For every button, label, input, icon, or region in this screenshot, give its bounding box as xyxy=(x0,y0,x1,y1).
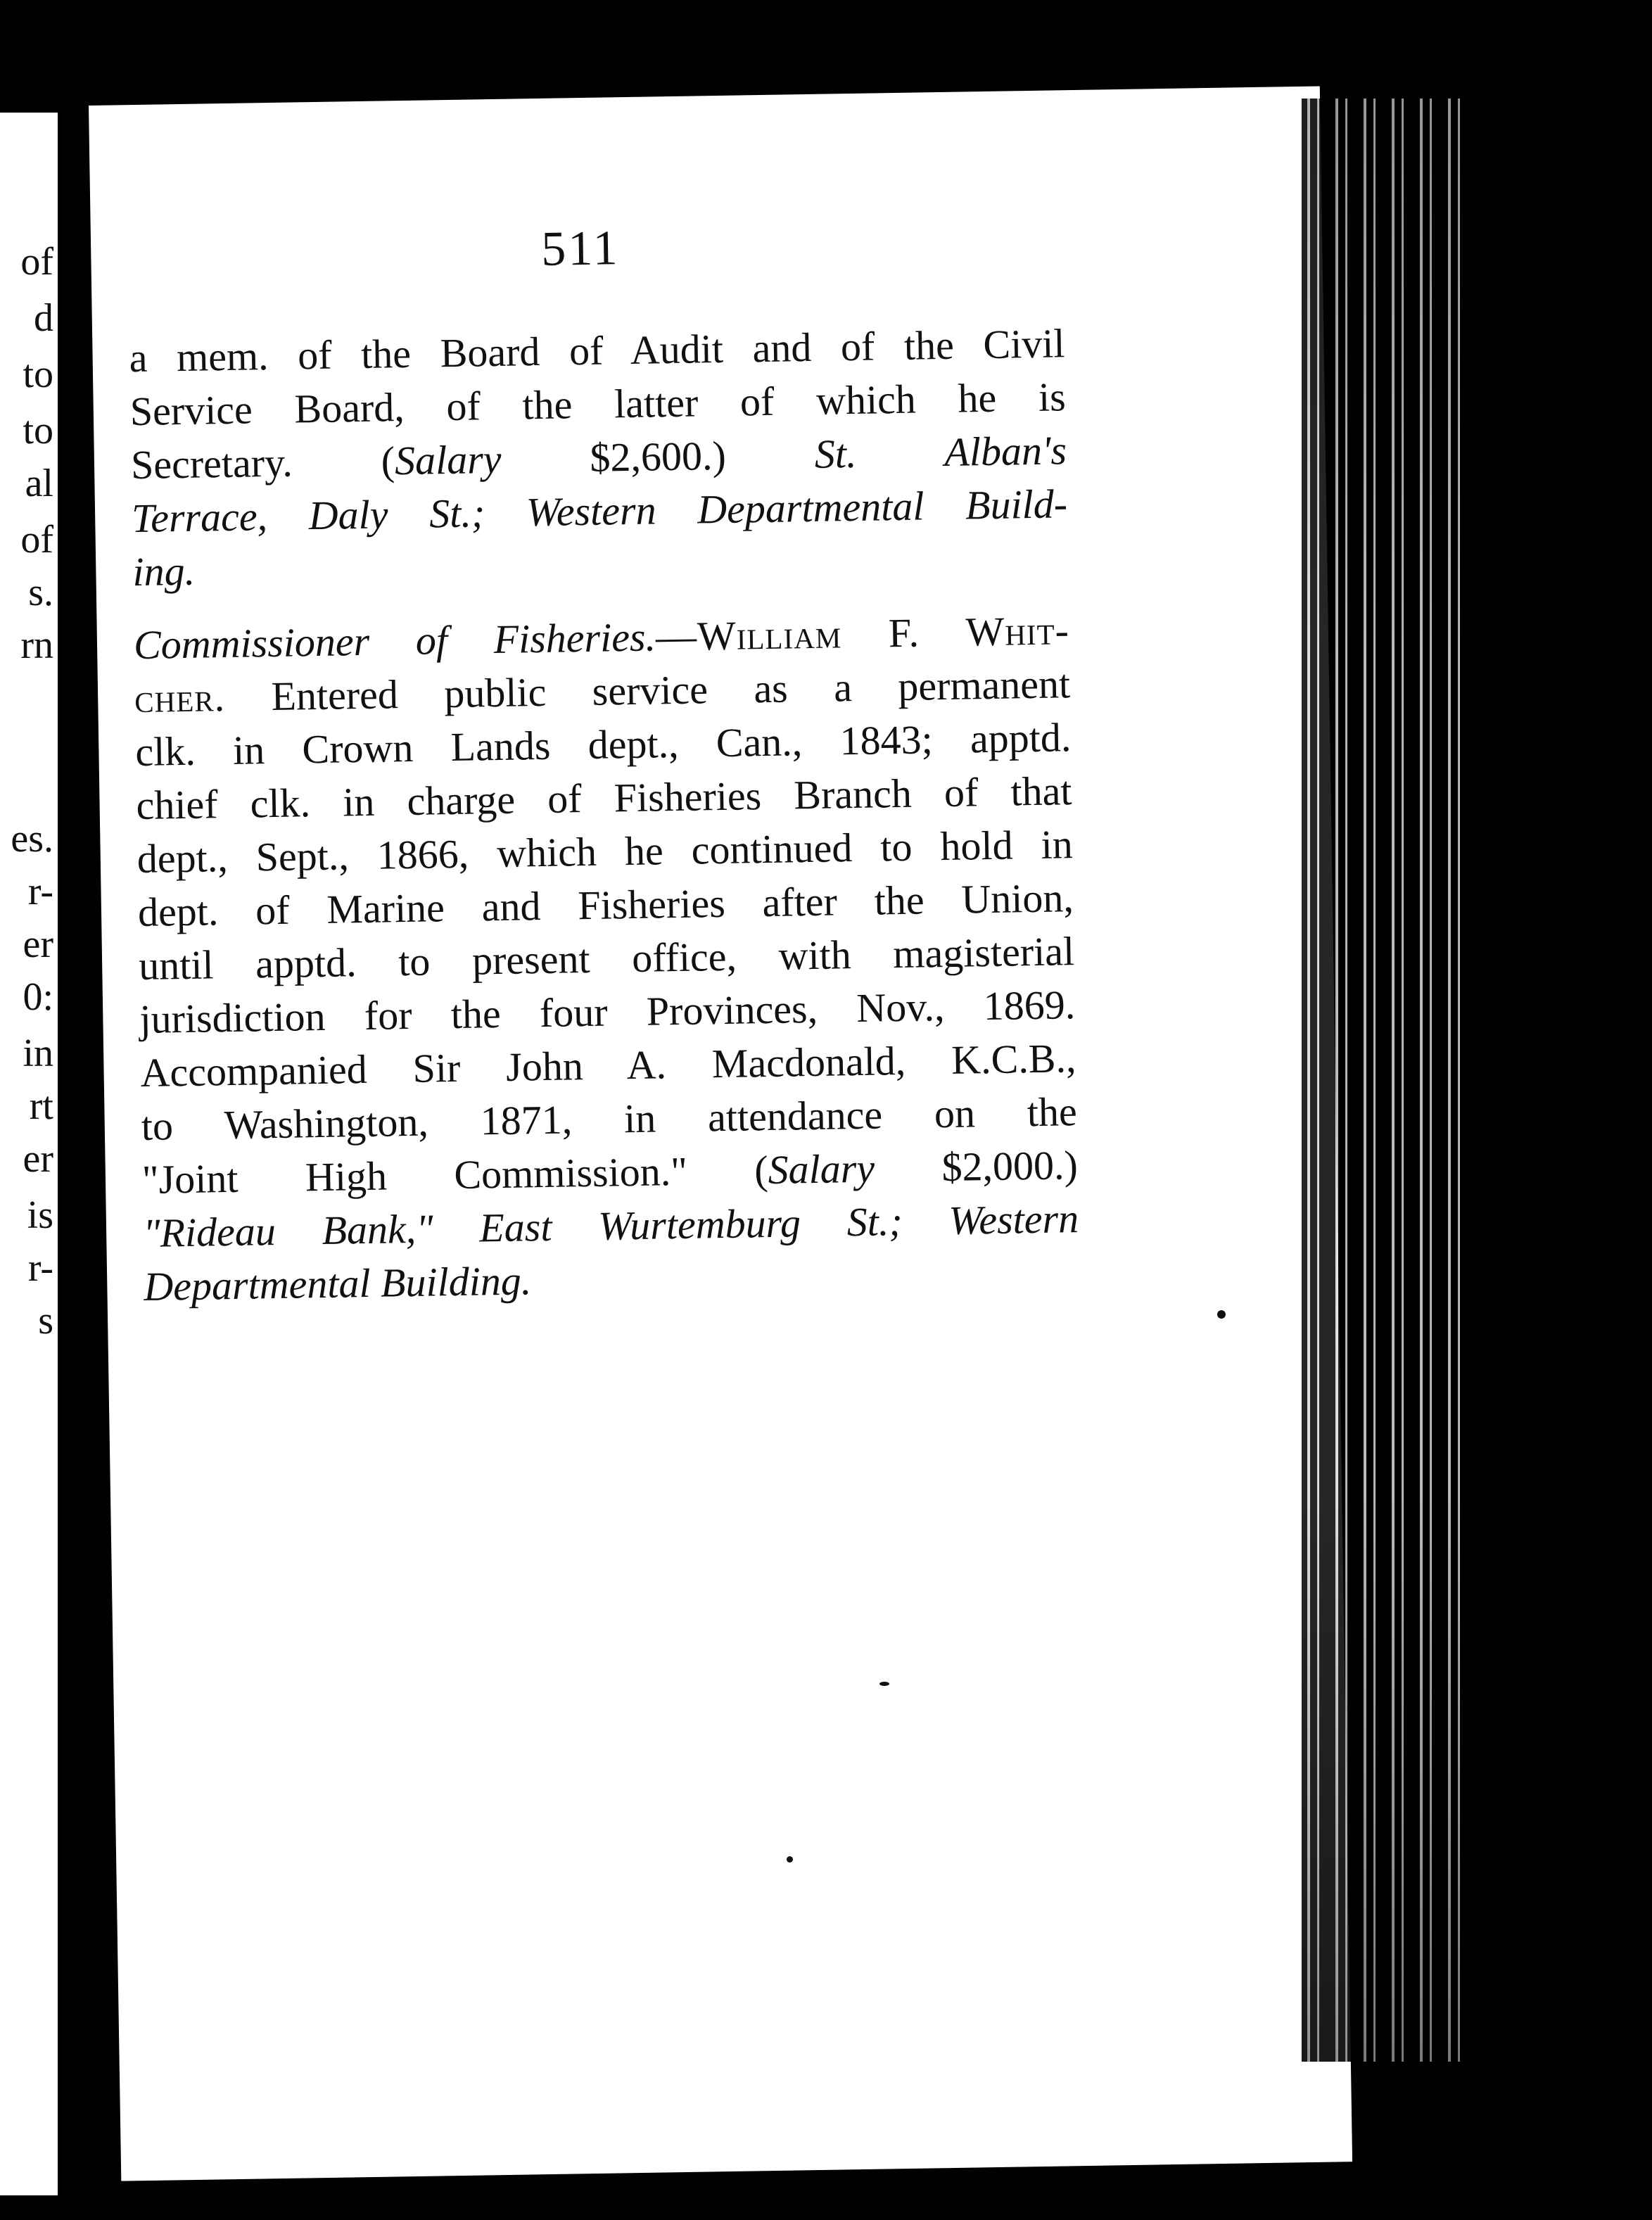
text-run: a mem. of the Board of Audit and of the Civil xyxy=(129,320,1065,381)
text-run: St. Alban's xyxy=(814,427,1067,477)
text-run: —William F. Whit- xyxy=(655,607,1070,660)
fore-edge-shading xyxy=(1302,99,1470,2062)
text-run: clk. in Crown Lands dept., Can., 1843; apptd. xyxy=(134,714,1072,775)
dust-speck xyxy=(1217,1310,1226,1319)
left-page-text-fragment: rn xyxy=(20,623,53,667)
text-run: Accompanied Sir John A. Macdonald, K.C.B., xyxy=(140,1035,1076,1096)
text-run: to Washington, 1871, in attendance on the xyxy=(141,1089,1078,1150)
left-page-text-fragment: to xyxy=(23,353,53,396)
text-run: Salary xyxy=(394,436,502,484)
dust-speck xyxy=(787,1856,793,1863)
text-run: Terrace, Daly St.; Western Departmental Build- xyxy=(131,481,1068,542)
left-page-text-fragment: er xyxy=(23,922,53,966)
text-run: chief clk. in charge of Fisheries Branch of that xyxy=(136,768,1072,829)
text-run: cher. xyxy=(134,674,226,722)
left-page-edge xyxy=(0,113,58,2195)
left-page-text-fragment: r- xyxy=(27,870,53,913)
text-run: $2,000.) xyxy=(874,1142,1079,1191)
text-run: Departmental Building. xyxy=(143,1257,532,1309)
left-page-text-fragment: r- xyxy=(27,1246,53,1290)
left-page-text-fragment: of xyxy=(20,240,53,284)
page-body-text xyxy=(129,317,1080,1314)
text-run: Commissioner of Fisheries. xyxy=(133,614,656,668)
text-run: "Joint High Commission." ( xyxy=(141,1147,769,1203)
left-page-text-fragment: of xyxy=(20,518,53,562)
text-run: Entered public service as a permanent xyxy=(224,661,1071,721)
text-run: Service Board, of the latter of which he is xyxy=(129,374,1067,435)
text-run: "Rideau Bank," East Wurtemburg St.; Western xyxy=(142,1195,1079,1256)
left-page-text-fragment: es. xyxy=(11,817,53,861)
text-run: $2,600.) xyxy=(500,431,815,482)
dust-speck xyxy=(879,1682,889,1686)
left-page-text-fragment: s. xyxy=(28,571,53,614)
left-page-text-fragment: rt xyxy=(29,1084,53,1128)
text-run: Salary xyxy=(768,1145,875,1193)
left-page-text-fragment: s xyxy=(38,1299,53,1343)
left-page-text-fragment: d xyxy=(34,296,53,340)
text-run: dept. of Marine and Fisheries after the Union, xyxy=(137,875,1074,936)
text-run: until apptd. to present office, with magisterial xyxy=(138,928,1075,989)
left-page-text-fragment: 0: xyxy=(23,975,53,1019)
text-run: dept., Sept., 1866, which he continued to hold in xyxy=(136,821,1074,882)
left-page-text-fragment: is xyxy=(27,1193,53,1237)
left-page-text-fragment: to xyxy=(23,409,53,452)
left-page-text-fragment: al xyxy=(25,462,53,505)
text-run: ing. xyxy=(132,547,196,595)
left-page-text-fragment: in xyxy=(23,1032,53,1075)
page-number: 511 xyxy=(540,221,621,277)
text-run: Secretary. ( xyxy=(130,438,395,488)
text-run: jurisdiction for the four Provinces, Nov., 1869. xyxy=(139,982,1076,1043)
book-page xyxy=(89,87,1352,2181)
left-page-text-fragment: er xyxy=(23,1137,53,1181)
